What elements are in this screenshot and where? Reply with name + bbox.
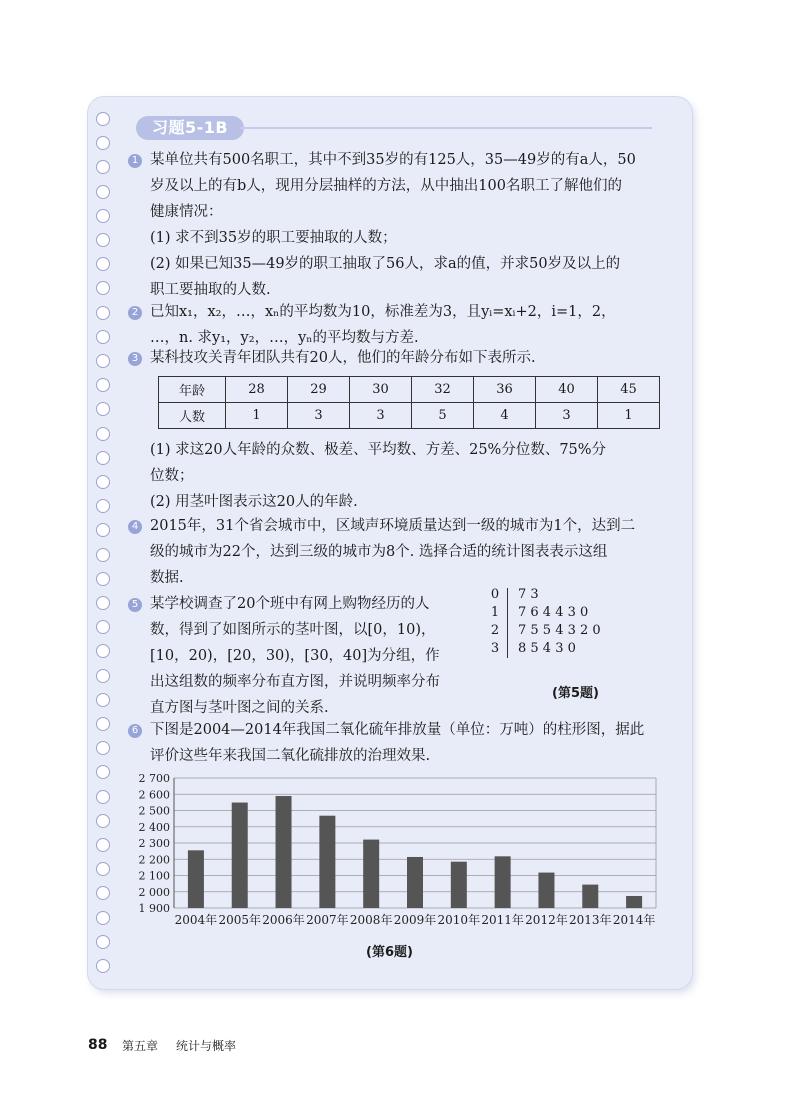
ring-hole (96, 523, 110, 537)
bar (276, 796, 292, 908)
x-tick-label: 2005年 (218, 913, 262, 927)
problem-1-line-2: 岁及以上的有b人，现用分层抽样的方法，从中抽出100名职工了解他们的 (150, 178, 622, 194)
table-cell: 3 (536, 403, 598, 429)
problem-5-line-2: 数，得到了如图所示的茎叶图，以[0，10)， (150, 622, 436, 638)
table-cell: 28 (226, 377, 288, 403)
exercise-title-badge: 习题5-1B (136, 116, 244, 140)
y-tick-label: 2 100 (138, 869, 170, 883)
problem-4-line-2: 级的城市为22个，达到三级的城市为8个. 选择合适的统计图表表示这组 (150, 544, 608, 560)
bar (626, 896, 642, 908)
age-distribution-table (158, 376, 660, 429)
ring-hole (96, 136, 110, 150)
bar (319, 816, 335, 908)
ring-hole (96, 354, 110, 368)
leaf-values: 7 6 4 4 3 0 (518, 605, 589, 620)
y-tick-label: 2 700 (138, 772, 170, 785)
ring-hole (96, 330, 110, 344)
x-tick-label: 2008年 (349, 913, 393, 927)
table-row (159, 403, 660, 429)
so2-emission-bar-chart (130, 768, 670, 938)
stem-value: 2 (490, 623, 500, 638)
problem-number-3: 3 (128, 352, 142, 366)
x-tick-label: 2012年 (525, 913, 568, 927)
ring-hole (96, 572, 110, 586)
chapter-title: 统计与概率 (176, 1039, 237, 1053)
x-tick-label: 2010年 (437, 913, 481, 927)
table-cell: 36 (474, 377, 536, 403)
problem-5-line-5: 直方图与茎叶图之间的关系. (150, 700, 329, 716)
y-tick-label: 1 900 (138, 902, 170, 915)
chart-caption: (第6题) (366, 945, 413, 960)
page-number: 88 (88, 1037, 108, 1053)
table-cell: 30 (350, 377, 412, 403)
problem-4-line-1: 2015年，31个省会城市中，区域声环境质量达到一级的城市为1个，达到二 (150, 518, 636, 534)
ring-hole (96, 765, 110, 779)
problem-3-part-1-cont: 位数； (150, 468, 194, 484)
problem-1-line-6: 职工要抽取的人数. (150, 282, 271, 298)
ring-hole (96, 741, 110, 755)
ring-hole (96, 620, 110, 634)
problem-1-line-4: (1) 求不到35岁的职工要抽取的人数； (150, 230, 397, 246)
leaf-values: 7 3 (518, 587, 539, 602)
problem-3-part-2: (2) 用茎叶图表示这20人的年龄. (150, 494, 358, 510)
table-cell: 1 (226, 403, 288, 429)
table-cell: 45 (598, 377, 660, 403)
ring-hole (96, 233, 110, 247)
y-tick-label: 2 500 (138, 804, 170, 818)
problem-number-1: 1 (128, 154, 142, 168)
ring-hole (96, 209, 110, 223)
ring-hole (96, 669, 110, 683)
y-tick-label: 2 000 (138, 885, 170, 899)
ring-hole (96, 644, 110, 658)
ring-hole (96, 886, 110, 900)
problem-6-line-2: 评价这些年来我国二氧化硫排放的治理效果. (150, 748, 431, 764)
ring-hole (96, 790, 110, 804)
y-tick-label: 2 300 (138, 837, 170, 850)
table-row (159, 377, 660, 403)
notebook-rings (96, 112, 112, 972)
ring-hole (96, 451, 110, 465)
problem-2-line-1: 已知x₁，x₂，…，xₙ的平均数为10，标准差为3，且yᵢ=xᵢ+2，i=1，2， (150, 304, 616, 320)
problem-number-4: 4 (128, 520, 142, 534)
ring-hole (96, 306, 110, 320)
ring-hole (96, 838, 110, 852)
leaf-values: 7 5 5 4 3 2 0 (518, 623, 601, 638)
x-tick-label: 2004年 (174, 913, 218, 927)
table-cell: 32 (412, 377, 474, 403)
table-row-header: 人数 (159, 403, 226, 429)
problem-2-line-2: …，n. 求y₁，y₂，…，yₙ的平均数与方差. (150, 330, 419, 346)
ring-hole (96, 185, 110, 199)
y-tick-label: 2 400 (138, 820, 170, 834)
title-rule (240, 127, 652, 129)
chapter-label: 第五章 (122, 1039, 159, 1053)
bar (407, 857, 423, 908)
leaf-values: 8 5 4 3 0 (518, 641, 576, 656)
problem-1-line-1: 某单位共有500名职工，其中不到35岁的有125人，35—49岁的有a人，50 (150, 152, 636, 168)
table-cell: 1 (598, 403, 660, 429)
ring-hole (96, 935, 110, 949)
bar (188, 850, 204, 908)
x-tick-label: 2011年 (481, 913, 524, 927)
problem-6-line-1: 下图是2004—2014年我国二氧化硫年排放量（单位：万吨）的柱形图，据此 (150, 722, 645, 738)
table-cell: 5 (412, 403, 474, 429)
ring-hole (96, 862, 110, 876)
table-row-header: 年龄 (159, 377, 226, 403)
ring-hole (96, 378, 110, 392)
problem-3-part-1: (1) 求这20人年龄的众数、极差、平均数、方差、25%分位数、75%分 (150, 442, 607, 458)
bar (232, 803, 248, 908)
ring-hole (96, 717, 110, 731)
bar (582, 885, 598, 908)
x-tick-label: 2014年 (612, 913, 656, 927)
problem-5-line-3: [10，20)，[20，30)，[30，40]为分组，作 (150, 648, 440, 664)
problem-3-line-1: 某科技攻关青年团队共有20人，他们的年龄分布如下表所示. (150, 350, 536, 366)
ring-hole (96, 160, 110, 174)
stem-leaf-divider (507, 588, 508, 658)
table-cell: 4 (474, 403, 536, 429)
stem-value: 0 (490, 587, 500, 602)
problem-number-6: 6 (128, 724, 142, 738)
bar (363, 840, 379, 908)
ring-hole (96, 693, 110, 707)
ring-hole (96, 548, 110, 562)
x-tick-label: 2007年 (306, 913, 349, 927)
ring-hole (96, 959, 110, 973)
ring-hole (96, 499, 110, 513)
ring-hole (96, 911, 110, 925)
problem-5-line-1: 某学校调查了20个班中有网上购物经历的人 (150, 596, 430, 612)
ring-hole (96, 281, 110, 295)
bar (495, 856, 511, 908)
stem-leaf-plot (488, 586, 668, 662)
table-cell: 40 (536, 377, 598, 403)
ring-hole (96, 814, 110, 828)
problem-1-line-5: (2) 如果已知35—49岁的职工抽取了56人，求a的值，并求50岁及以上的 (150, 256, 621, 272)
stem-value: 3 (490, 641, 500, 656)
y-tick-label: 2 200 (138, 853, 170, 867)
problem-number-2: 2 (128, 306, 142, 320)
ring-hole (96, 257, 110, 271)
ring-hole (96, 402, 110, 416)
x-tick-label: 2013年 (568, 913, 612, 927)
problem-5-line-4: 出这组数的频率分布直方图，并说明频率分布 (150, 674, 440, 690)
stem-value: 1 (490, 605, 500, 620)
bar (451, 862, 467, 908)
problem-1-line-3: 健康情况： (150, 204, 223, 220)
bar (538, 873, 554, 908)
x-tick-label: 2009年 (393, 913, 437, 927)
problem-number-5: 5 (128, 598, 142, 612)
y-tick-label: 2 600 (138, 788, 170, 802)
x-tick-label: 2006年 (262, 913, 305, 927)
table-cell: 3 (288, 403, 350, 429)
table-cell: 3 (350, 403, 412, 429)
ring-hole (96, 112, 110, 126)
stem-leaf-caption: (第5题) (552, 686, 599, 701)
ring-hole (96, 475, 110, 489)
ring-hole (96, 596, 110, 610)
problem-4-line-3: 数据. (150, 570, 184, 586)
ring-hole (96, 427, 110, 441)
table-cell: 29 (288, 377, 350, 403)
